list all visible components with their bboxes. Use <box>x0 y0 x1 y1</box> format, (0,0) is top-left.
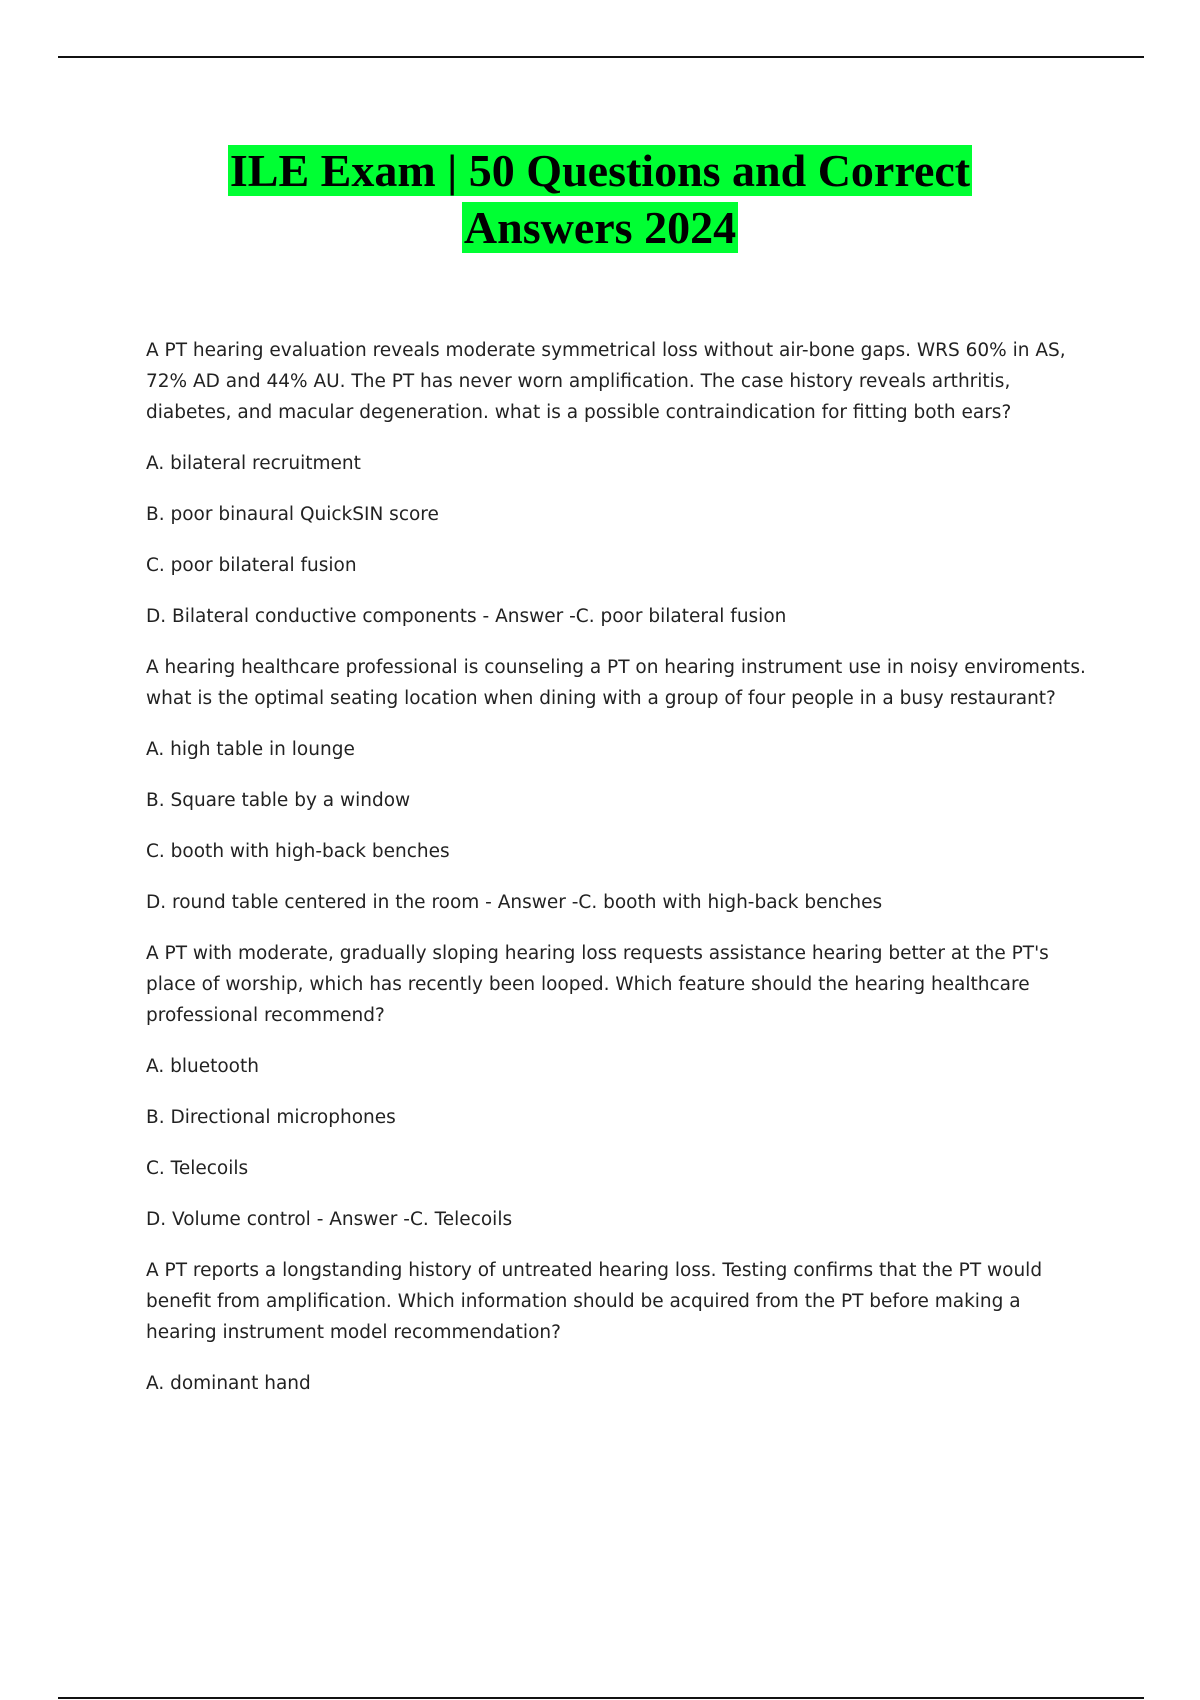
answer-option: B. Square table by a window <box>146 790 411 811</box>
answer-option: A. bilateral recruitment <box>146 453 361 474</box>
answer-option-with-answer: D. Volume control - Answer -C. Telecoils <box>146 1209 513 1230</box>
question-text: A hearing healthcare professional is counseling a PT on hearing instrument use in noisy enviroments. what is the optimal seating location when dining with a group of four people in a busy restaurant? <box>146 657 1086 709</box>
question-text: A PT reports a longstanding history of untreated hearing loss. Testing confirms that the PT would benefit from amplification. Which information should be acquired from the PT before making a hearing instrument model recommendation? <box>146 1260 1043 1343</box>
bottom-rule <box>58 1697 1144 1699</box>
answer-option-with-answer: D. Bilateral conductive components - Answer -C. poor bilateral fusion <box>146 606 787 627</box>
answer-option: A. dominant hand <box>146 1373 311 1394</box>
answer-option: C. poor bilateral fusion <box>146 555 357 576</box>
question-text: A PT with moderate, gradually sloping hearing loss requests assistance hearing better at the PT's place of worship, which has recently been looped. Which feature should the hearing healthcare professional recommend? <box>146 943 1049 1026</box>
answer-option: C. booth with high-back benches <box>146 841 450 862</box>
top-rule <box>58 56 1144 58</box>
title-line-2: Answers 2024 <box>463 202 737 253</box>
answer-option: A. bluetooth <box>146 1056 259 1077</box>
title-line-1: ILE Exam | 50 Questions and Correct <box>229 145 971 196</box>
document-title <box>0 142 1200 256</box>
answer-option: B. Directional microphones <box>146 1107 396 1128</box>
answer-option: B. poor binaural QuickSIN score <box>146 504 439 525</box>
answer-option: C. Telecoils <box>146 1158 249 1179</box>
document-body <box>146 335 1096 1419</box>
question-text: A PT hearing evaluation reveals moderate symmetrical loss without air-bone gaps. WRS 60% in AS, 72% AD and 44% AU. The PT has never worn amplification. The case history reveals arthritis, diabetes, and macular degeneration. what is a possible contraindication for fitting both ears? <box>146 340 1066 423</box>
answer-option-with-answer: D. round table centered in the room - Answer -C. booth with high-back benches <box>146 892 883 913</box>
answer-option: A. high table in lounge <box>146 739 355 760</box>
